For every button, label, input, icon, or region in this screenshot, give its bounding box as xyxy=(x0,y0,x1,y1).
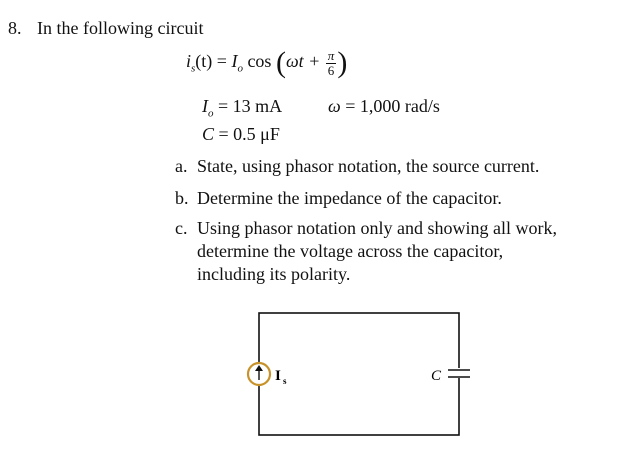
item-c-line-2: determine the voltage across the capacitor, xyxy=(197,241,504,261)
item-c: c. Using phasor notation only and showing all work, xyxy=(175,218,557,238)
item-a: a. State, using phasor notation, the source current. xyxy=(175,156,540,176)
param-capacitance: C = 0.5 μF xyxy=(202,124,280,144)
capacitor xyxy=(448,368,470,378)
formula-amplitude: $I_o$ xyxy=(231,51,243,75)
param-io: $I_o = 13$ mA xyxy=(202,96,283,120)
source-current-formula: $i_s(t) = I_o$ cos (ωt + $\frac{\pi}{6}$ ) xyxy=(186,46,348,79)
param-omega: ω = 1,000 rad/s xyxy=(328,96,440,116)
current-source xyxy=(248,363,270,385)
formula-cos: cos xyxy=(247,51,272,72)
item-b: b. Determine the impedance of the capacitor. xyxy=(175,188,502,208)
source-label-sub: s xyxy=(283,376,287,386)
capacitor-label: C xyxy=(431,368,442,384)
question-intro: In the following circuit xyxy=(37,18,204,38)
item-c-line-3: including its polarity. xyxy=(197,264,351,284)
formula-fraction: $\frac{\pi}{6}$ xyxy=(327,47,335,78)
circuit-wire-loop xyxy=(259,313,459,435)
source-label: I xyxy=(275,368,281,384)
formula-omega-t: ωt + xyxy=(285,51,321,72)
question-number: 8. xyxy=(8,18,22,38)
formula-lhs: $i_s(t)$ = xyxy=(186,51,227,75)
